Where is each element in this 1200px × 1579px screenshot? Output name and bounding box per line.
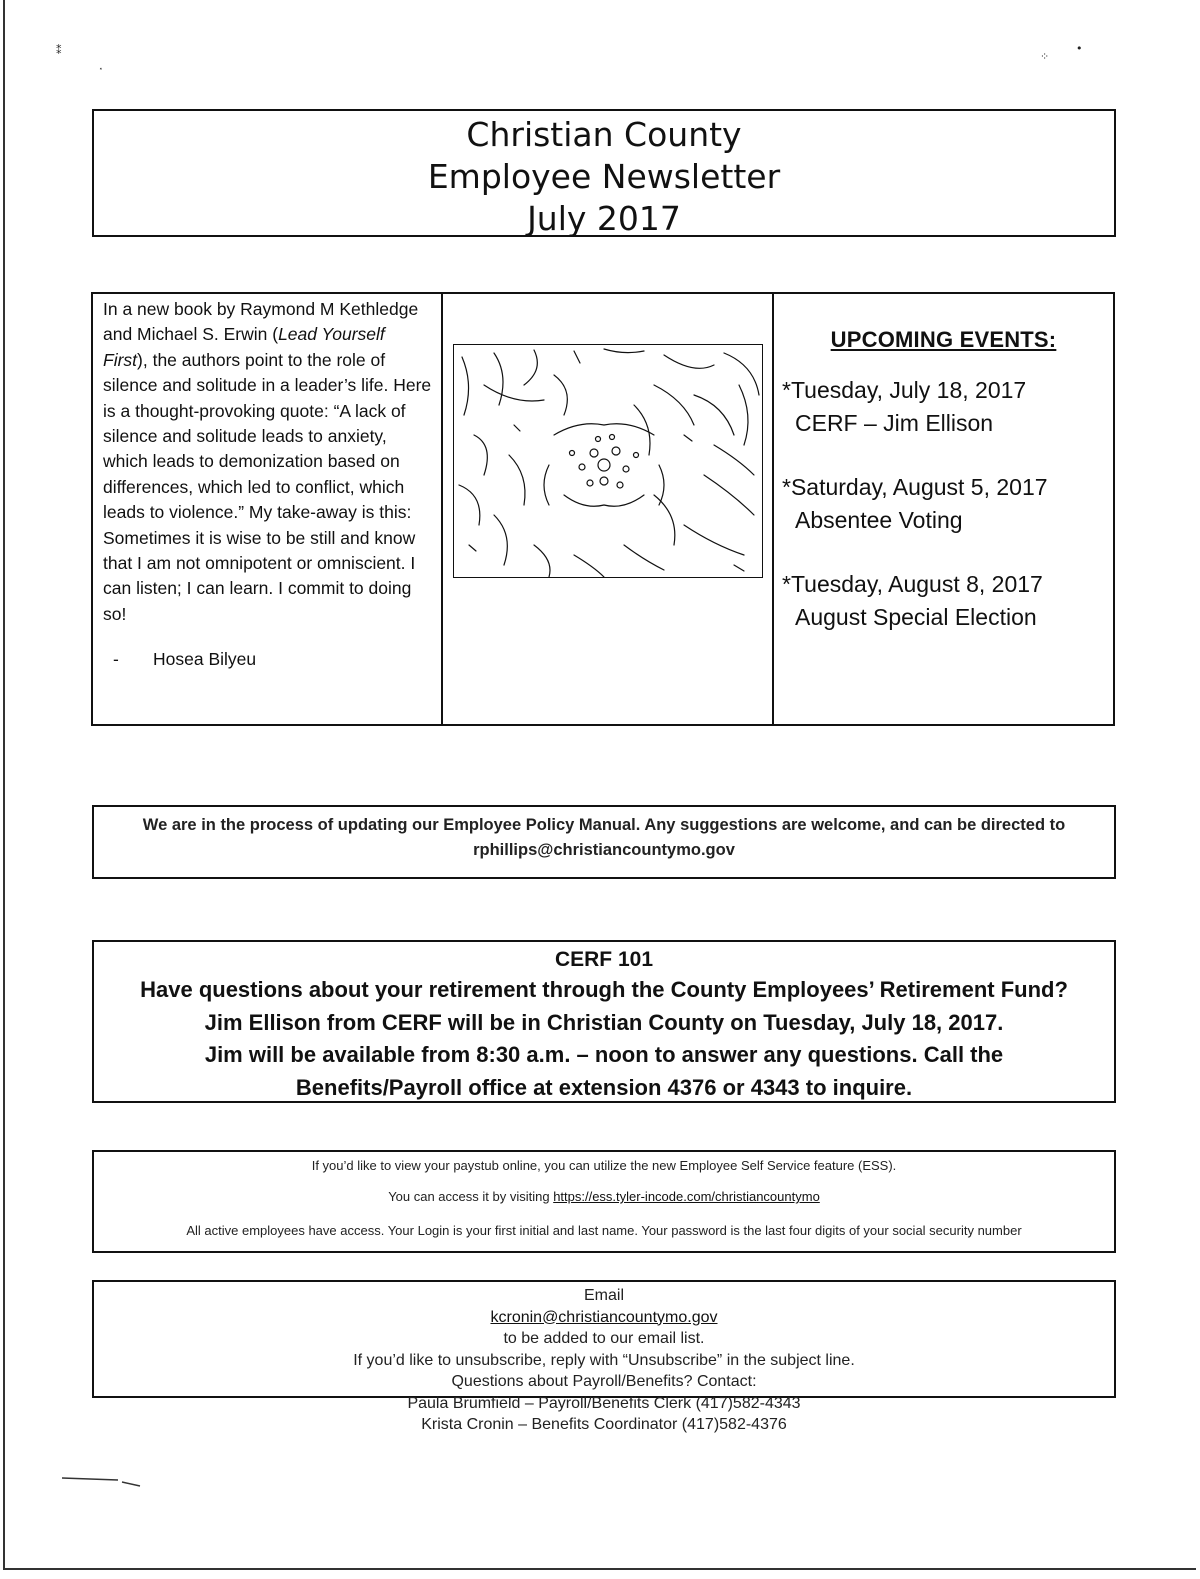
quote-text — [103, 297, 433, 627]
cerf-line: Benefits/Payroll office at extension 4376 or 4343 to inquire. — [295, 1074, 913, 1100]
flower-sketch-icon — [453, 344, 763, 578]
newsletter-header — [92, 109, 1116, 237]
contact-person: Paula Brumfield – Payroll/Benefits Clerk (417)582-4343 — [407, 1394, 801, 1412]
header-date: July 2017 — [527, 199, 681, 238]
cerf-line: Jim will be available from 8:30 a.m. – noon to answer any questions. Call the — [204, 1042, 1004, 1067]
event-date: *Saturday, August 5, 2017 — [782, 474, 1048, 500]
scan-mark — [60, 1470, 150, 1490]
header-county: Christian County — [466, 115, 742, 154]
event-date: *Tuesday, August 8, 2017 — [782, 571, 1043, 597]
header-title: Employee Newsletter — [427, 157, 781, 196]
image-column — [443, 294, 774, 724]
ess-login-info: All active employees have access. Your Login is your first initial and last name. Your password is the last four digits of your social security number — [186, 1223, 1022, 1238]
cerf-line: Have questions about your retirement through the County Employees’ Retirement Fund? — [140, 977, 1068, 1002]
events-column — [774, 294, 1113, 724]
cerf-heading: CERF 101 — [554, 948, 654, 971]
book-title: Lead Yourself First — [103, 324, 385, 370]
author-dash: - — [113, 649, 119, 670]
ess-access — [94, 1189, 1114, 1204]
author-name: Hosea Bilyeu — [153, 649, 257, 670]
events-heading: UPCOMING EVENTS: — [830, 327, 1057, 352]
policy-notice — [92, 805, 1116, 879]
signup-email-link[interactable]: kcronin@christiancountymo.gov — [490, 1308, 718, 1326]
questions-label: Questions about Payroll/Benefits? Contact: — [451, 1373, 757, 1390]
policy-text: We are in the process of updating our Employee Policy Manual. Any suggestions are welcome, and can be directed to — [142, 816, 1066, 834]
event-item — [782, 374, 1113, 440]
cerf-line: Jim Ellison from CERF will be in Christian County on Tuesday, July 18, 2017. — [204, 1009, 1004, 1035]
quote-author — [103, 649, 433, 670]
event-subject: CERF – Jim Ellison — [795, 410, 994, 436]
feature-section — [91, 292, 1115, 726]
event-item — [782, 471, 1113, 537]
contact-info — [92, 1280, 1116, 1433]
event-date: *Tuesday, July 18, 2017 — [782, 377, 1027, 403]
ess-access-text: You can access it by visiting — [388, 1189, 554, 1204]
unsubscribe-note: If you’d like to unsubscribe, reply with “Unsubscribe” in the subject line. — [353, 1351, 855, 1369]
scan-speck: ⁑ — [56, 44, 62, 57]
event-subject: August Special Election — [795, 604, 1037, 630]
cerf-announcement — [92, 940, 1116, 1103]
scan-speck: ⸼ — [100, 57, 103, 70]
email-signup-suffix: to be added to our email list. — [503, 1330, 705, 1347]
scan-speck: ⁘ — [1040, 50, 1050, 63]
email-signup — [94, 1285, 1114, 1350]
ess-link[interactable]: https://ess.tyler-incode.com/christiancountymo — [553, 1189, 820, 1204]
quote-column — [93, 294, 443, 724]
ess-intro: If you’d like to view your paystub online, you can utilize the new Employee Self Service feature (ESS). — [311, 1158, 897, 1173]
scan-speck: • — [1076, 42, 1083, 55]
event-subject: Absentee Voting — [795, 507, 963, 533]
ess-notice — [92, 1150, 1116, 1253]
event-item — [782, 568, 1113, 634]
quote-text-body: ), the authors point to the role of silence and solitude in a leader’s life. Here is a thought-provoking quote: “A lack of silence and solitude leads to anxiety, which leads to demonization based on differences, which led to conflict, which leads to violence.” My take-away is this: Sometimes it is wise to be still and know that I am not omnipotent or omniscient. I can listen; I can learn. I commit to doing so! — [103, 349, 432, 624]
contact-person: Krista Cronin – Benefits Coordinator (417)582-4376 — [421, 1416, 787, 1433]
email-signup-prefix: Email — [583, 1287, 624, 1304]
policy-email: rphillips@christiancountymo.gov — [473, 841, 735, 859]
quote-text-intro: In a new book by Raymond M Kethledge and Michael S. Erwin ( — [103, 299, 419, 345]
